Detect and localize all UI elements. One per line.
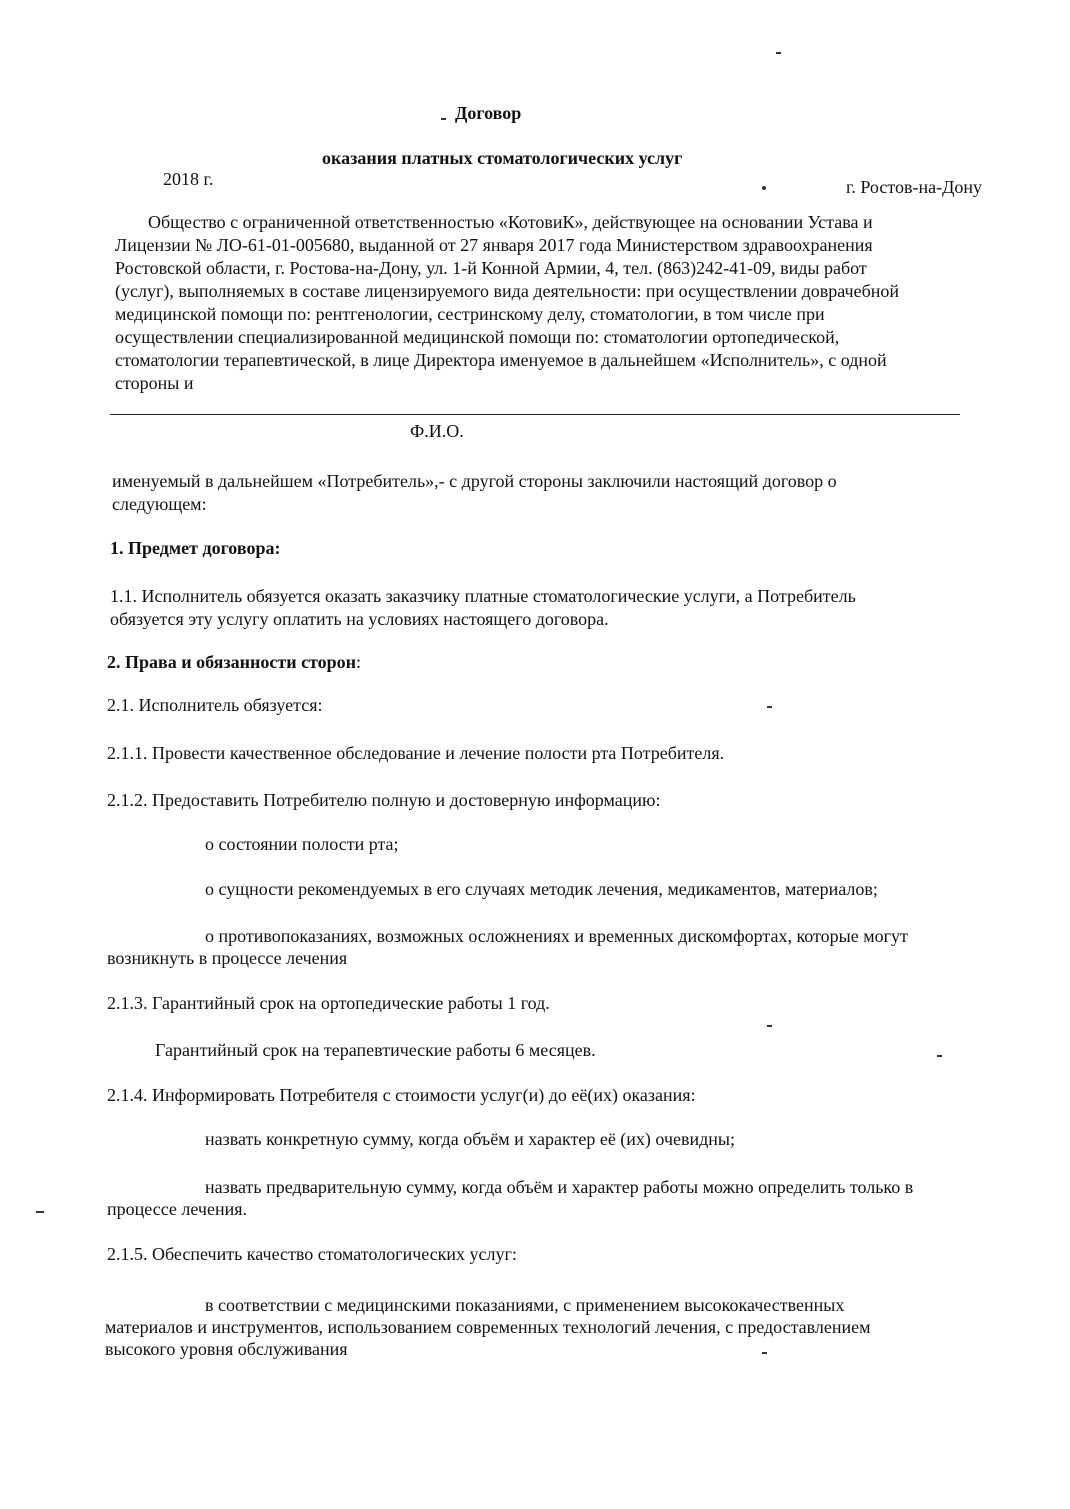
clause-2-1-4-item: назвать предварительную сумму, когда объём и характер работы можно определить только в	[205, 1177, 914, 1197]
intro-line: Лицензии № ЛО-61-01-005680, выданной от 27 января 2017 года Министерством здравоохранения	[115, 235, 873, 255]
document-title: Договор	[455, 103, 522, 123]
clause-2-1-1: 2.1.1. Провести качественное обследование и лечение полости рта Потребителя.	[107, 743, 725, 763]
clause-2-1-3-b: Гарантийный срок на терапевтические работы 6 месяцев.	[155, 1040, 596, 1060]
intro-line: осуществлении специализированной медицинской помощи по: стоматологии ортопедической,	[115, 327, 840, 347]
clause-2-1-3: 2.1.3. Гарантийный срок на ортопедические работы 1 год.	[107, 993, 550, 1013]
clause-1-1-line: обязуется эту услугу оплатить на условиях настоящего договора.	[110, 609, 609, 629]
clause-2-1-5-item-cont: высокого уровня обслуживания	[105, 1339, 348, 1359]
consumer-line: следующем:	[112, 494, 207, 514]
clause-2-1-2-item-cont: возникнуть в процессе лечения	[107, 948, 348, 968]
clause-2-1-4-item-cont: процессе лечения.	[107, 1199, 248, 1219]
intro-line: стоматологии терапевтической, в лице Директора именуемое в дальнейшем «Исполнитель», с одной	[115, 350, 887, 370]
clause-2-1-2-item: о сущности рекомендуемых в его случаях методик лечения, медикаментов, материалов;	[205, 879, 878, 899]
scan-speck	[36, 1211, 44, 1213]
section-1-heading: 1. Предмет договора:	[110, 538, 281, 558]
clause-2-1-5-item: в соответствии с медицинскими показаниями, с применением высококачественных	[205, 1295, 845, 1315]
section-2-heading-colon: :	[356, 652, 362, 672]
scan-speck	[441, 118, 446, 120]
consumer-line: именуемый в дальнейшем «Потребитель»,- с другой стороны заключили настоящий договор о	[112, 471, 837, 491]
scan-speck	[767, 706, 772, 708]
clause-2-1-5-item-cont: материалов и инструментов, использованием современных технологий лечения, с предоставлением	[105, 1317, 871, 1337]
scan-speck	[762, 1352, 767, 1354]
section-2-heading	[107, 651, 361, 673]
intro-line: медицинской помощи по: рентгенологии, сестринскому делу, стоматологии, в том числе при	[115, 304, 825, 324]
clause-2-1-4-item: назвать конкретную сумму, когда объём и характер её (их) очевидны;	[205, 1129, 736, 1149]
clause-1-1-line: 1.1. Исполнитель обязуется оказать заказчику платные стоматологические услуги, а Потребитель	[110, 586, 856, 606]
scan-speck	[776, 52, 781, 54]
intro-line: Общество с ограниченной ответственностью «КотовиК», действующее на основании Устава и	[148, 212, 873, 232]
clause-2-1-5: 2.1.5. Обеспечить качество стоматологических услуг:	[107, 1244, 517, 1264]
contract-city: г. Ростов-на-Дону	[846, 177, 983, 197]
section-2-heading-text: 2. Права и обязанности сторон	[107, 652, 357, 672]
contract-year: 2018 г.	[163, 169, 214, 189]
clause-2-1-4: 2.1.4. Информировать Потребителя с стоимости услуг(и) до её(их) оказания:	[107, 1085, 696, 1105]
clause-2-1-2-item: о состоянии полости рта;	[205, 834, 399, 854]
scan-speck	[767, 1025, 772, 1027]
scan-speck	[762, 186, 766, 190]
clause-2-1-2: 2.1.2. Предоставить Потребителю полную и достоверную информацию:	[107, 790, 661, 810]
fio-label: Ф.И.О.	[410, 421, 464, 441]
clause-2-1-2-item: о противопоказаниях, возможных осложнениях и временных дискомфортах, которые могут	[205, 926, 908, 946]
clause-2-1: 2.1. Исполнитель обязуется:	[107, 695, 323, 715]
intro-line: (услуг), выполняемых в составе лицензируемого вида деятельности: при осуществлении доврачебной	[115, 281, 900, 301]
fio-signature-line	[110, 414, 960, 415]
document-subtitle: оказания платных стоматологических услуг	[322, 148, 683, 168]
scan-speck	[937, 1055, 942, 1057]
intro-line: стороны и	[115, 373, 194, 393]
intro-line: Ростовской области, г. Ростова-на-Дону, ул. 1-й Конной Армии, 4, тел. (863)242-41-09, виды работ	[115, 258, 867, 278]
